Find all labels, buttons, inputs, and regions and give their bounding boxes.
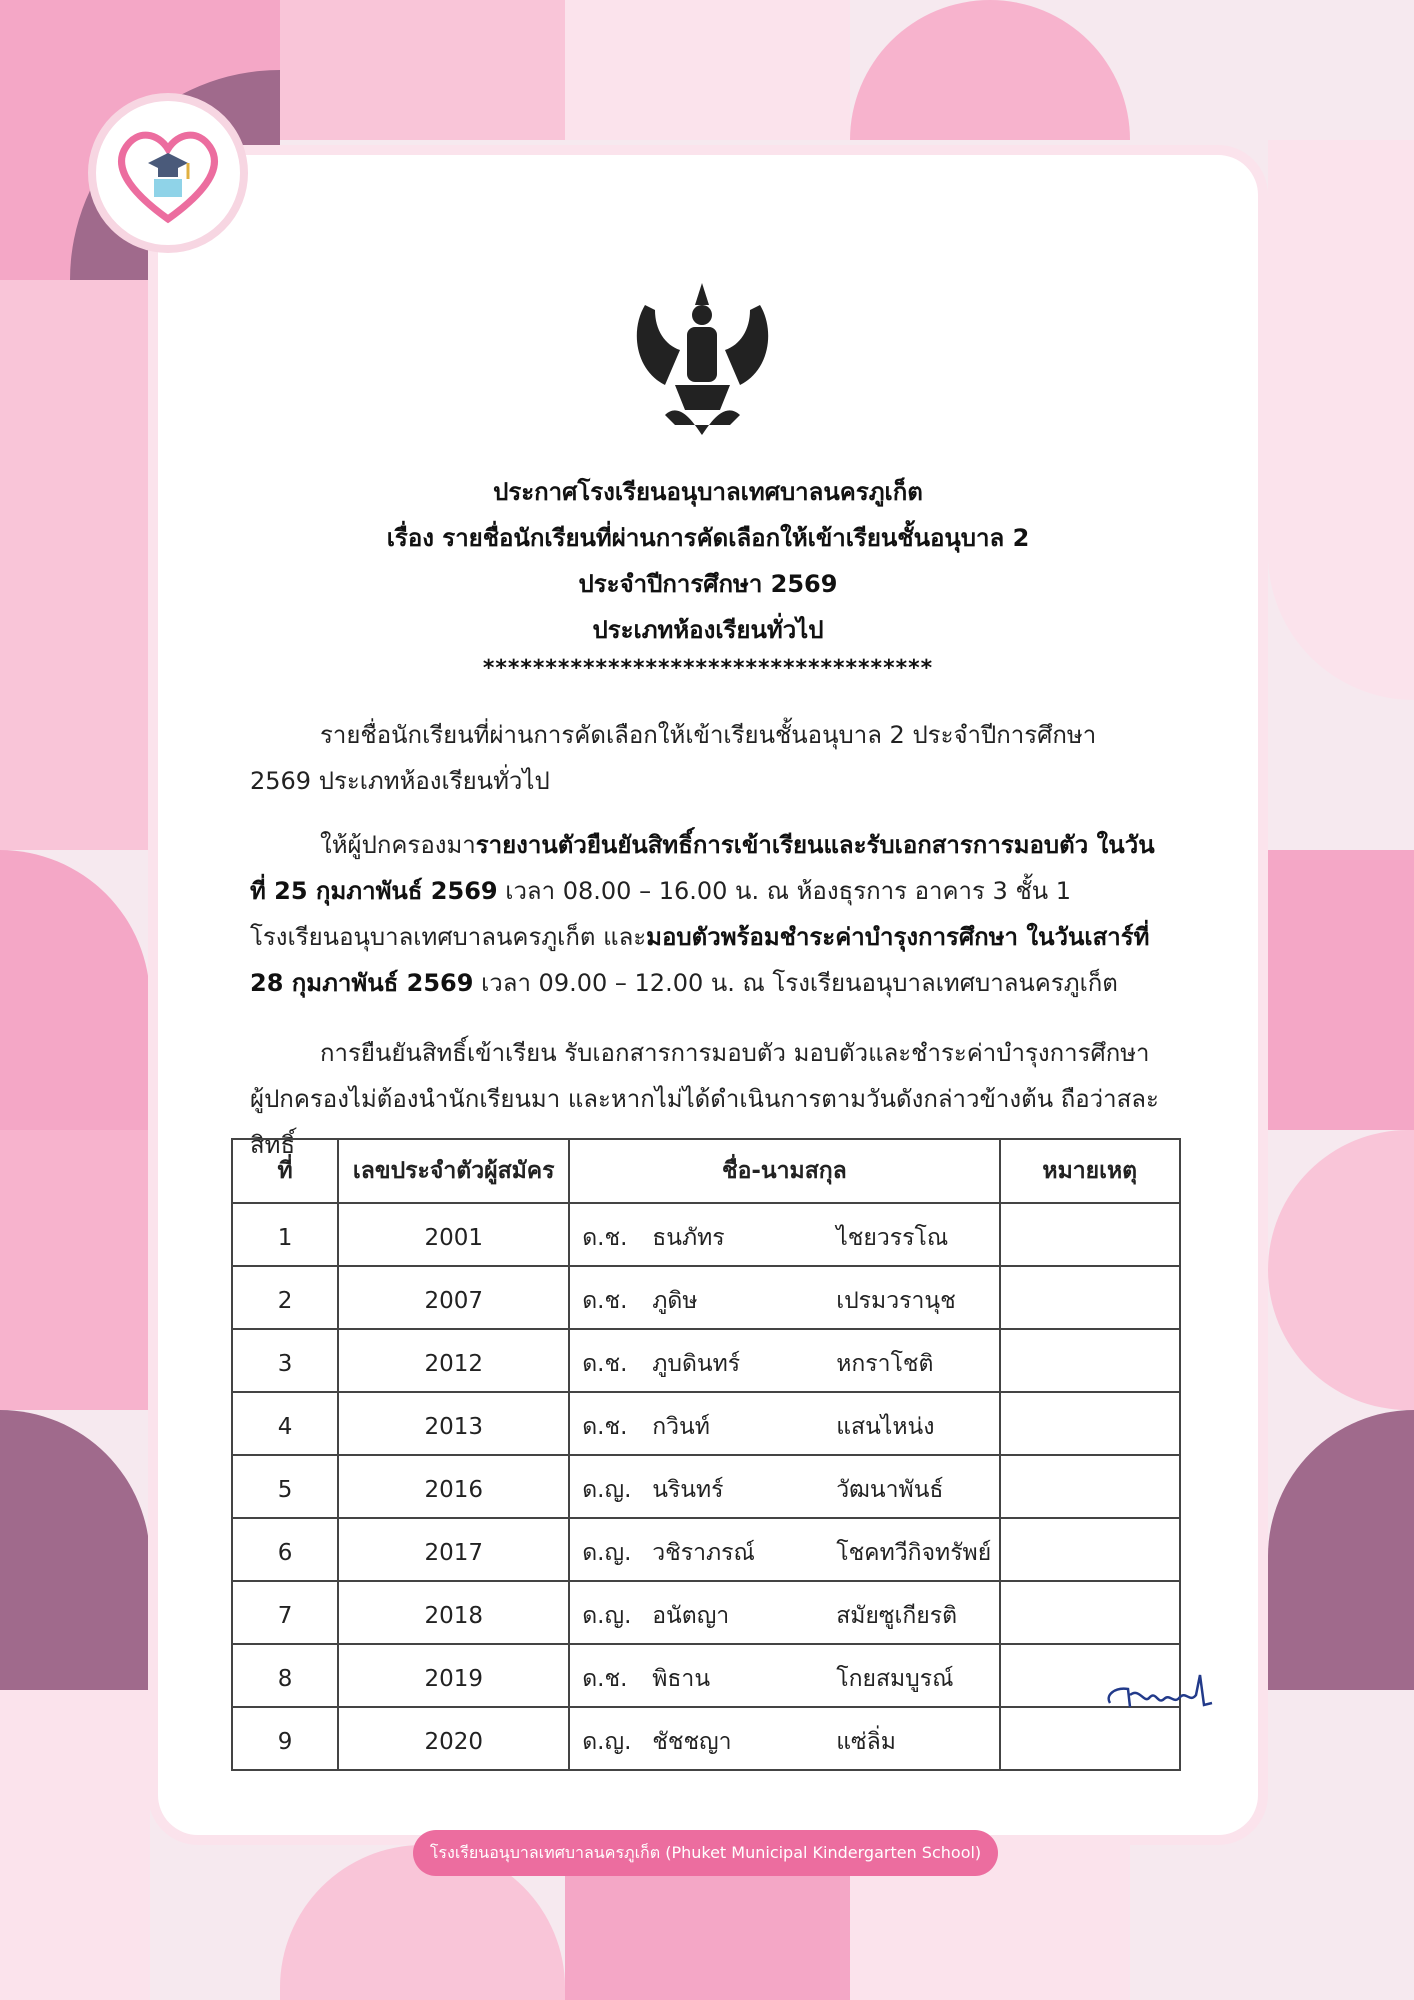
cell-remarks [1000,1392,1180,1455]
table-row [232,1455,1180,1518]
bg-block [0,850,150,1130]
first-name: กวินท์ [652,1413,710,1440]
last-name: ไชยวรรโณ [836,1224,949,1251]
instructions-part-c: เวลา 08.00 – 16.00 น. ณ ห้องธุรการ อาคาร 3 ชั้น 1 โรงเรียนอนุบาลเทศบาลนครภูเก็ต และ [250,877,1072,951]
table-row [232,1392,1180,1455]
cell-full-name [569,1203,999,1266]
table-row [232,1644,1180,1707]
last-name: โกยสมบูรณ์ [836,1665,954,1692]
cell-applicant-id: 2019 [338,1644,569,1707]
cell-remarks [1000,1707,1180,1770]
cell-applicant-id: 2001 [338,1203,569,1266]
signature-icon [1100,1665,1220,1715]
student-roster-table [231,1138,1181,1771]
table-row [232,1518,1180,1581]
bg-block [0,280,150,850]
instructions-part-a: ให้ผู้ปกครองมา [320,831,476,859]
school-logo [88,93,248,253]
cell-applicant-id: 2020 [338,1707,569,1770]
table-row [232,1203,1180,1266]
bg-block [1268,1410,1414,1690]
last-name: แซ่ลิ่ม [836,1728,896,1755]
paragraph-intro-text: รายชื่อนักเรียนที่ผ่านการคัดเลือกให้เข้าเรียนชั้นอนุบาล 2 ประจำปีการศึกษา 2569 ประเภทห้องเรียนทั่วไป [250,721,1097,795]
table-row [232,1581,1180,1644]
academic-year: ประจำปีการศึกษา 2569 [578,570,838,598]
cell-no: 7 [232,1581,338,1644]
bg-block [0,1130,150,1410]
cell-applicant-id: 2007 [338,1266,569,1329]
last-name: หกราโชติ [836,1350,934,1377]
garuda-emblem-icon [625,275,780,445]
bg-block [1268,850,1414,1130]
first-name: ชัชชญา [652,1728,732,1755]
last-name: แสนไหน่ง [836,1413,935,1440]
cell-no: 3 [232,1329,338,1392]
bg-block [565,0,850,140]
bg-block [1268,140,1414,700]
announcement-title: ประกาศโรงเรียนอนุบาลเทศบาลนครภูเก็ต [493,478,923,506]
header-full-name: ชื่อ-นามสกุล [569,1139,999,1203]
table-row [232,1329,1180,1392]
classroom-type: ประเภทห้องเรียนทั่วไป [592,616,824,644]
paragraph-intro [250,712,1160,804]
bg-block [850,0,1130,140]
name-prefix: ด.ช. [582,1224,628,1251]
cell-full-name [569,1392,999,1455]
bg-block [1268,1130,1414,1410]
cell-applicant-id: 2016 [338,1455,569,1518]
name-prefix: ด.ช. [582,1287,628,1314]
cell-remarks [1000,1455,1180,1518]
cell-remarks [1000,1203,1180,1266]
instructions-part-b: รายงานตัวยืนยันสิทธิ์การเข้าเรียนและรับเอกสารการมอบตัว ในวันที่ 25 กุมภาพันธ์ 2569 [250,831,1155,905]
last-name: โชคทวีกิจทรัพย์ [836,1539,992,1566]
cell-remarks [1000,1266,1180,1329]
cell-full-name [569,1707,999,1770]
cell-applicant-id: 2018 [338,1581,569,1644]
first-name: นรินทร์ [652,1476,724,1503]
first-name: ธนภัทร [652,1224,725,1251]
cell-no: 2 [232,1266,338,1329]
bg-block [0,1690,150,2000]
bg-block [0,1410,150,1690]
cell-no: 1 [232,1203,338,1266]
cell-remarks [1000,1518,1180,1581]
cell-no: 9 [232,1707,338,1770]
first-name: ภูดิษ [652,1287,698,1314]
cell-no: 6 [232,1518,338,1581]
cell-no: 4 [232,1392,338,1455]
table-row [232,1707,1180,1770]
last-name: วัฒนาพันธ์ [836,1476,944,1503]
cell-applicant-id: 2012 [338,1329,569,1392]
name-prefix: ด.ช. [582,1665,628,1692]
first-name: อนัตญา [652,1602,730,1629]
cell-full-name [569,1455,999,1518]
paragraph-instructions [250,822,1160,1006]
name-prefix: ด.ช. [582,1350,628,1377]
last-name: เปรมวรานุช [836,1287,956,1314]
cell-full-name [569,1644,999,1707]
cell-applicant-id: 2017 [338,1518,569,1581]
cell-full-name [569,1581,999,1644]
name-prefix: ด.ช. [582,1413,628,1440]
paragraph-notice-text: การยืนยันสิทธิ์เข้าเรียน รับเอกสารการมอบตัว มอบตัวและชำระค่าบำรุงการศึกษา ผู้ปกครองไม่ต้องนำนักเรียนมา และหากไม่ได้ดำเนินการตามวันดังกล่าวข้างต้น ถือว่าสละสิทธิ์ [250,1039,1159,1159]
header-applicant-id: เลขประจำตัวผู้สมัคร [338,1139,569,1203]
first-name: พิธาน [652,1665,711,1692]
cell-full-name [569,1266,999,1329]
name-prefix: ด.ญ. [582,1476,632,1503]
last-name: สมัยซูเกียรติ [836,1602,958,1629]
cell-no: 5 [232,1455,338,1518]
name-prefix: ด.ญ. [582,1602,632,1629]
name-prefix: ด.ญ. [582,1728,632,1755]
cell-no: 8 [232,1644,338,1707]
header-no: ที่ [232,1139,338,1203]
cell-full-name [569,1329,999,1392]
first-name: วชิราภรณ์ [652,1539,755,1566]
header-remarks: หมายเหตุ [1000,1139,1180,1203]
cell-full-name [569,1518,999,1581]
first-name: ภูบดินทร์ [652,1350,741,1377]
footer-school-name: โรงเรียนอนุบาลเทศบาลนครภูเก็ต (Phuket Municipal Kindergarten School) [413,1830,998,1876]
bg-block [280,0,565,140]
name-prefix: ด.ญ. [582,1539,632,1566]
instructions-part-e: เวลา 09.00 – 12.00 น. ณ โรงเรียนอนุบาลเทศบาลนครภูเก็ต [473,969,1118,997]
school-heart-logo-icon [96,101,240,245]
cell-remarks [1000,1329,1180,1392]
announcement-subject: เรื่อง รายชื่อนักเรียนที่ผ่านการคัดเลือกให้เข้าเรียนชั้นอนุบาล 2 [386,524,1030,552]
table-header-row [232,1139,1180,1203]
instructions-part-d: มอบตัวพร้อมชำระค่าบำรุงการศึกษา ในวันเสาร์ที่ 28 กุมภาพันธ์ 2569 [250,923,1150,997]
title-divider: ************************************ [482,656,934,681]
cell-remarks [1000,1581,1180,1644]
table-row [232,1266,1180,1329]
cell-applicant-id: 2013 [338,1392,569,1455]
